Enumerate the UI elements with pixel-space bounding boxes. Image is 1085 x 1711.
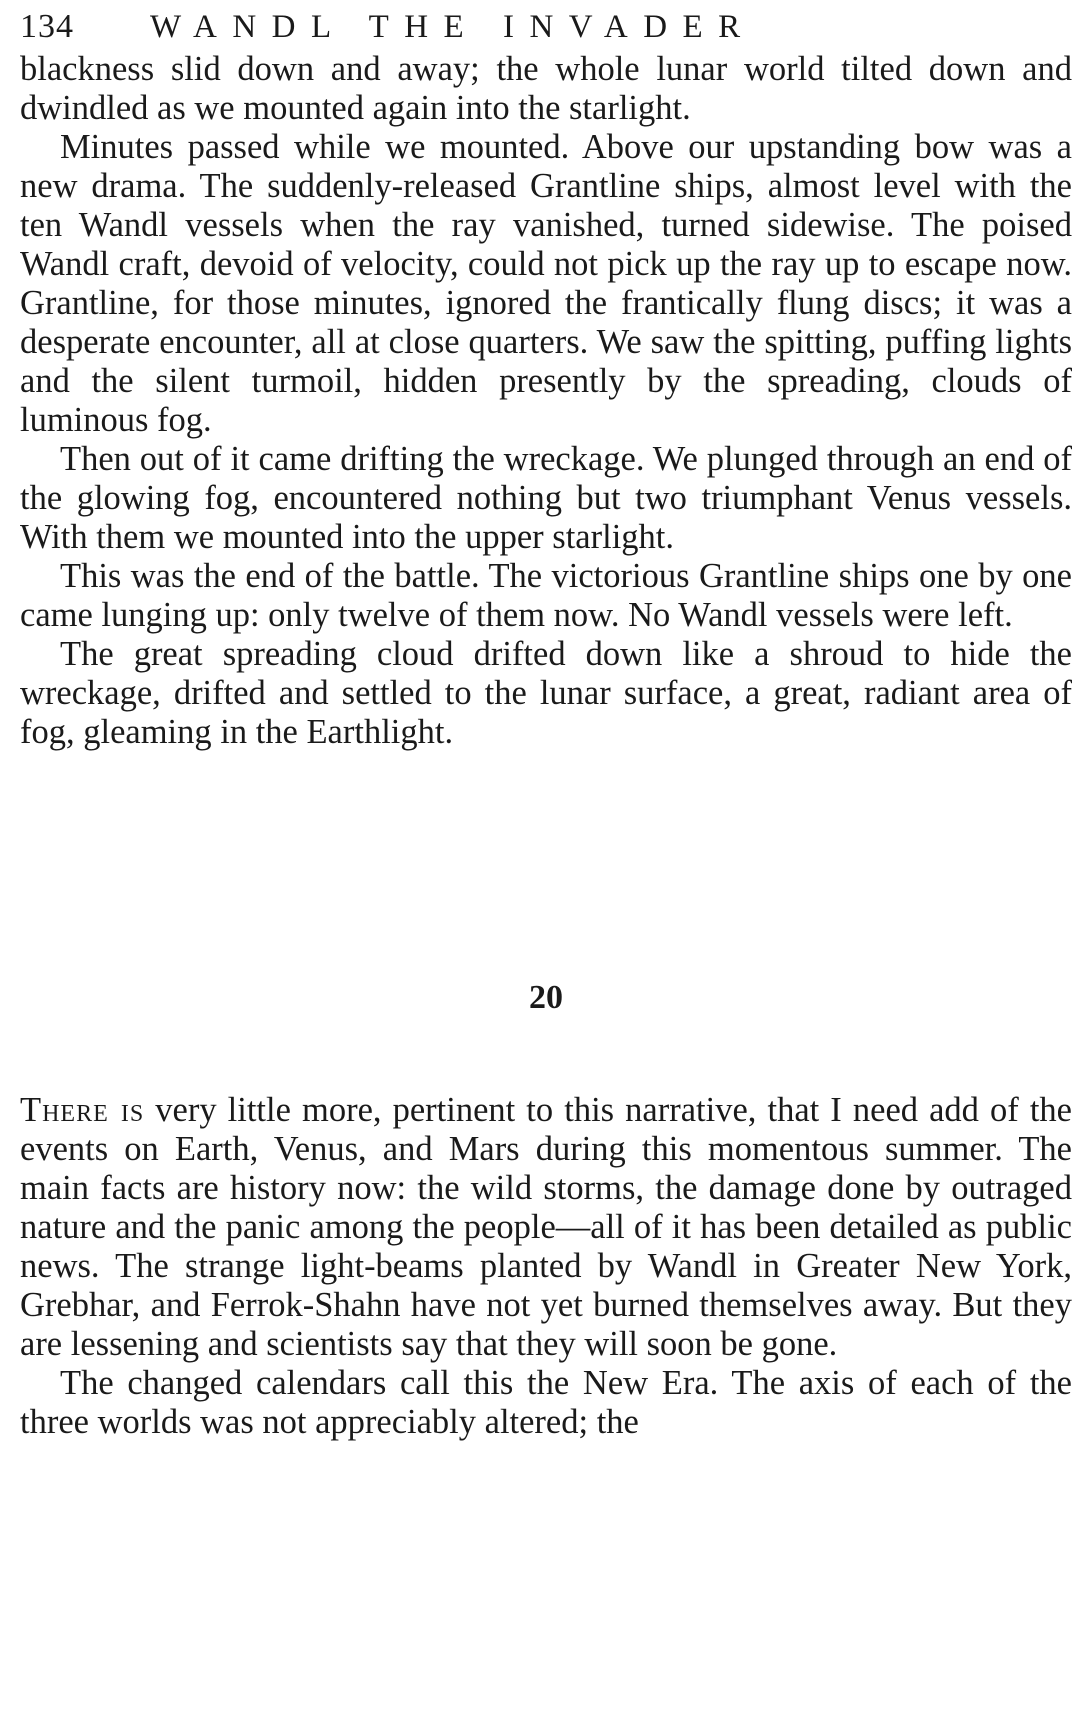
- paragraph: The great spreading cloud drifted down like a shroud to hide the wreckage, drifted and settled to the lunar surface, a great, radiant area of fog, gleaming in the Earthlight.: [20, 635, 1072, 751]
- chapter-number: 20: [529, 979, 563, 1016]
- chapter-opening-paragraph: [20, 1091, 1072, 1364]
- paragraph: blackness slid down and away; the whole lunar world tilted down and dwindled as we mounted again into the starlight.: [20, 50, 1072, 127]
- running-head: [20, 0, 1072, 50]
- paragraph: Then out of it came drifting the wreckage. We plunged through an end of the glowing fog, encountered nothing but two triumphant Venus vessels. With them we mounted into the upper starlight.: [20, 440, 1072, 556]
- chapter-spacing: [20, 1018, 1072, 1091]
- book-page: [20, 0, 1072, 1442]
- section-a-text: [20, 50, 1072, 752]
- opening-smallcaps: There is: [20, 1091, 145, 1129]
- book-title: WANDL THE INVADER: [150, 9, 756, 45]
- section-break: [20, 752, 1072, 978]
- paragraph: This was the end of the battle. The victorious Grantline ships one by one came lunging up: only twelve of them now. No Wandl vessels were left.: [20, 557, 1072, 634]
- page-number: 134: [20, 8, 74, 45]
- paragraph: Minutes passed while we mounted. Above our upstanding bow was a new drama. The suddenly-released Grantline ships, almost level with the ten Wandl vessels when the ray vanished, turned sidewise. The poised Wandl craft, devoid of velocity, could not pick up the ray up to escape now. Grantline, for those minutes, ignored the frantically flung discs; it was a desperate encounter, all at close quarters. We saw the spitting, puffing lights and the silent turmoil, hidden presently by the spreading, clouds of luminous fog.: [20, 128, 1072, 439]
- paragraph: The changed calendars call this the New Era. The axis of each of the three worlds was not appreciably altered; the: [20, 1364, 1072, 1441]
- section-b-text: [20, 1091, 1072, 1442]
- opening-text: very little more, pertinent to this narrative, that I need add of the events on Earth, Venus, and Mars during this momentous summer. The main facts are history now: the wild storms, the damage done by outraged nature and the panic among the people—all of it has been detailed as public news. The strange light-beams planted by Wandl in Greater New York, Grebhar, and Ferrok-Shahn have not yet burned themselves away. But they are lessening and scientists say that they will soon be gone.: [20, 1091, 1072, 1363]
